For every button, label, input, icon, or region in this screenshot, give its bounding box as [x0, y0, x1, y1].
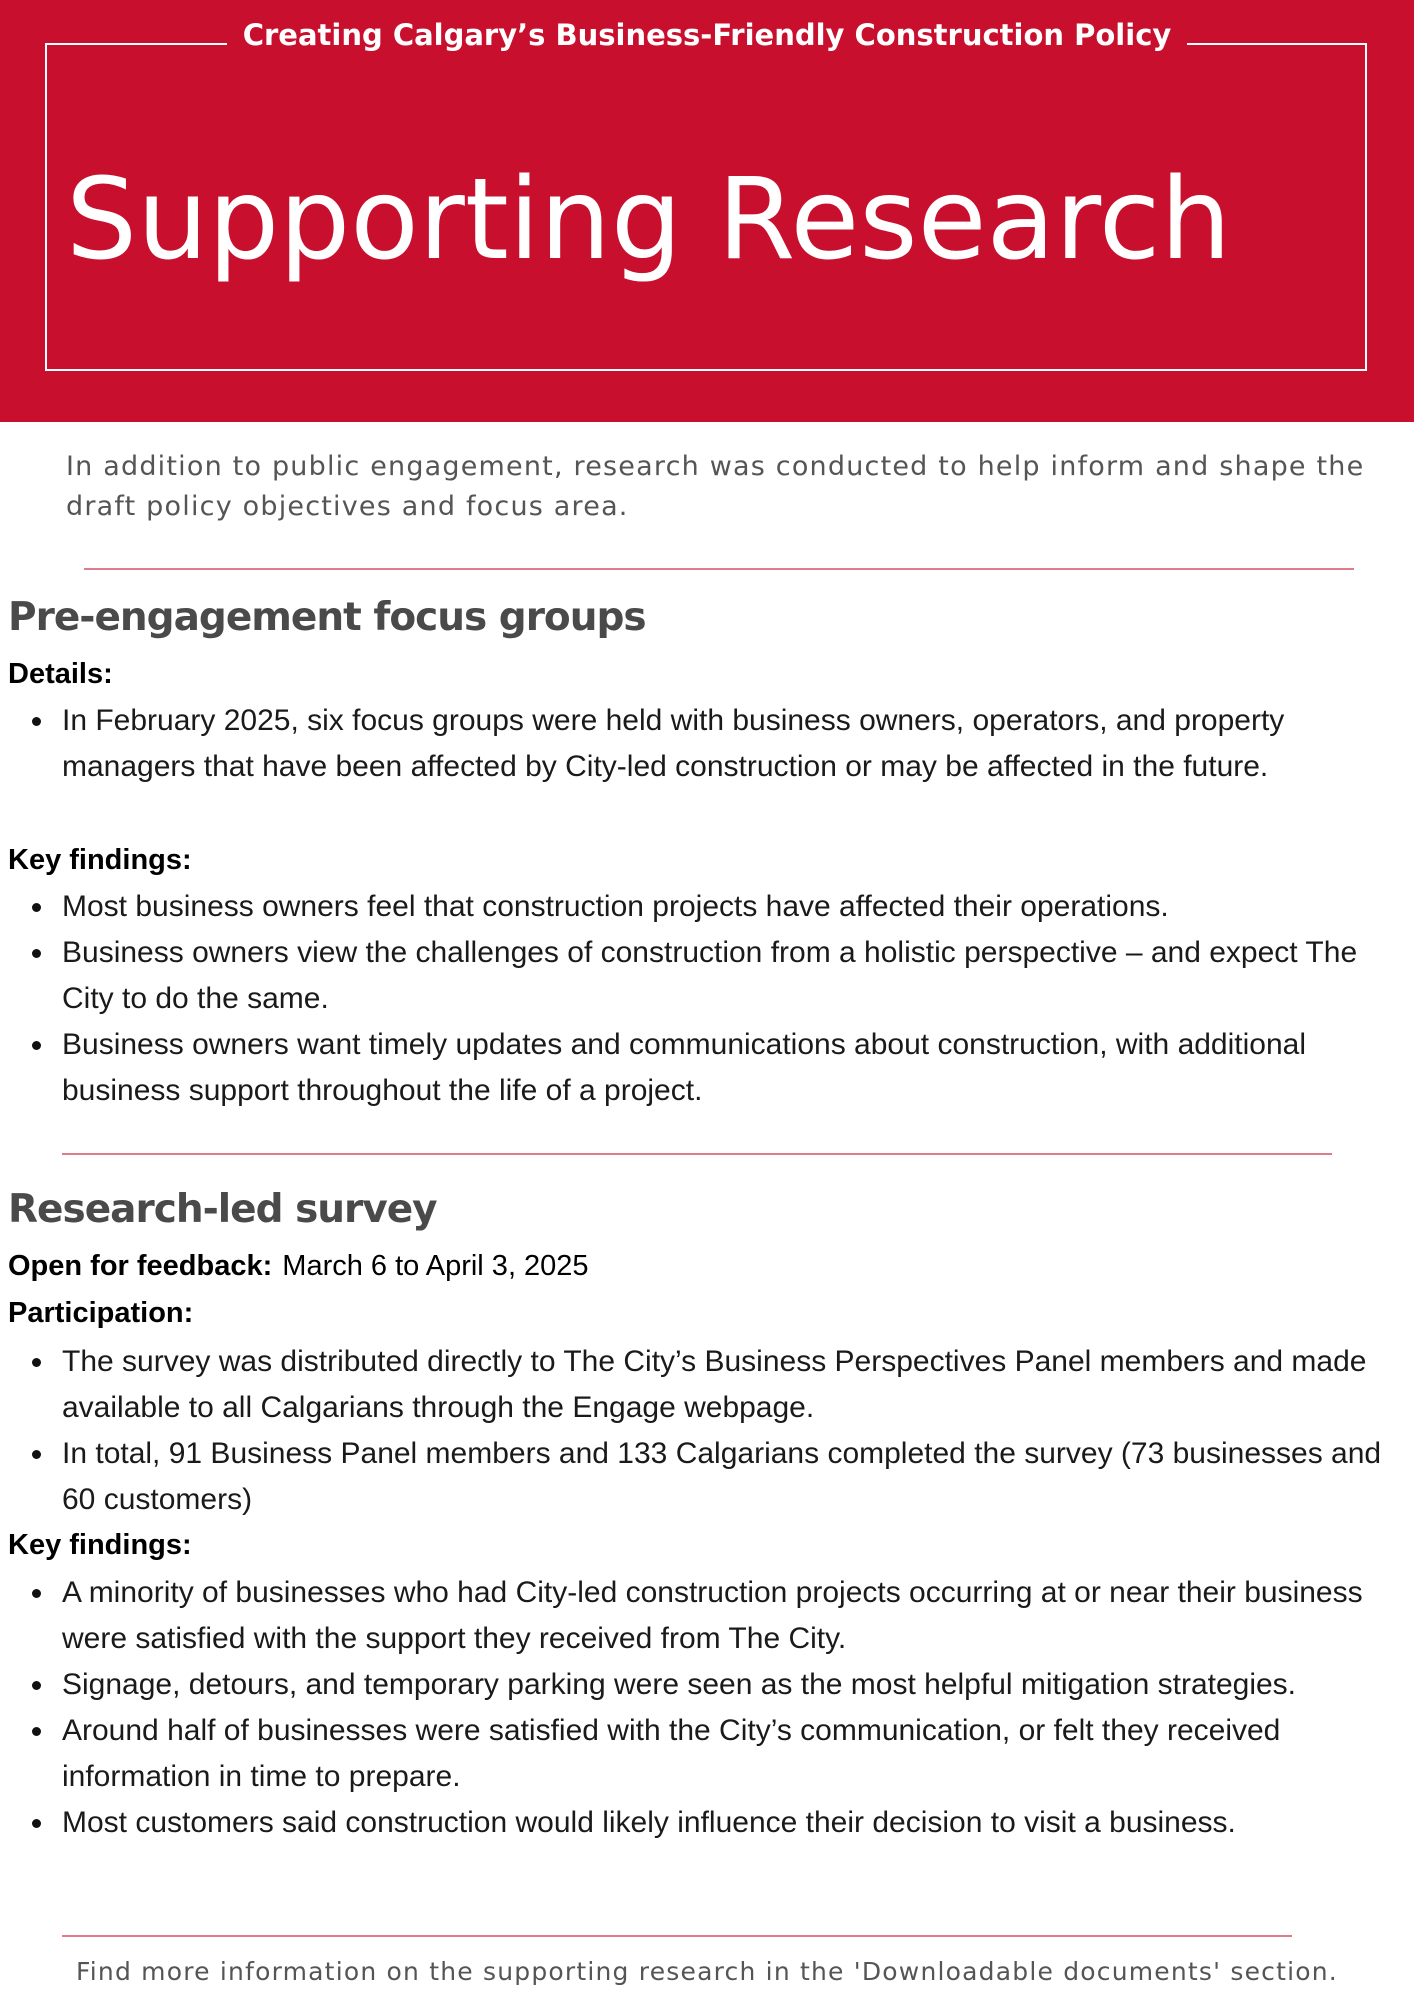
- divider: [62, 1153, 1332, 1155]
- details-label: Details:: [8, 658, 113, 690]
- focus-groups-heading: Pre-engagement focus groups: [8, 595, 646, 640]
- participation-label: Participation:: [8, 1297, 194, 1329]
- focus-findings-list: [0, 884, 1410, 1114]
- divider: [84, 568, 1354, 570]
- eyebrow-text: Creating Calgary’s Business-Friendly Construction Policy: [227, 18, 1188, 52]
- policy-eyebrow: [0, 18, 1414, 52]
- list-item: In February 2025, six focus groups were held with business owners, operators, and property managers that have been affected by City-led construction or may be affected in the future.: [62, 698, 1410, 790]
- key-findings-label: Key findings:: [8, 844, 192, 876]
- survey-findings-list: [0, 1570, 1410, 1846]
- participation-list: [0, 1339, 1410, 1523]
- list-item: Around half of businesses were satisfied with the City’s communication, or felt they received information in time to prepare.: [62, 1708, 1410, 1800]
- intro-paragraph: In addition to public engagement, research was conducted to help inform and shape the draft policy objectives and focus area.: [66, 451, 1365, 522]
- key-findings-label: Key findings:: [8, 1529, 192, 1561]
- list-item: A minority of businesses who had City-led construction projects occurring at or near their business were satisfied with the support they received from The City.: [62, 1570, 1410, 1662]
- divider: [62, 1935, 1292, 1937]
- list-item: Most customers said construction would likely influence their decision to visit a business.: [62, 1800, 1410, 1846]
- page-title: Supporting Research: [66, 155, 1232, 285]
- list-item: The survey was distributed directly to The City’s Business Perspectives Panel members and made available to all Calgarians through the Engage webpage.: [62, 1339, 1410, 1431]
- list-item: Business owners want timely updates and communications about construction, with additional business support throughout the life of a project.: [62, 1022, 1410, 1114]
- details-list: [0, 698, 1410, 790]
- open-label-text: Open for feedback:: [8, 1250, 273, 1282]
- list-item: Business owners view the challenges of construction from a holistic perspective – and expect The City to do the same.: [62, 930, 1410, 1022]
- open-for-feedback-label: [8, 1250, 589, 1283]
- list-item: In total, 91 Business Panel members and 133 Calgarians completed the survey (73 businesses and 60 customers): [62, 1431, 1410, 1523]
- open-date-value: March 6 to April 3, 2025: [282, 1250, 589, 1282]
- list-item: Most business owners feel that construction projects have affected their operations.: [62, 884, 1410, 930]
- footer-note: Find more information on the supporting research in the 'Downloadable documents' section.: [76, 1957, 1338, 1986]
- header-banner: [0, 0, 1414, 422]
- list-item: Signage, detours, and temporary parking were seen as the most helpful mitigation strategies.: [62, 1662, 1410, 1708]
- survey-heading: Research-led survey: [8, 1187, 437, 1232]
